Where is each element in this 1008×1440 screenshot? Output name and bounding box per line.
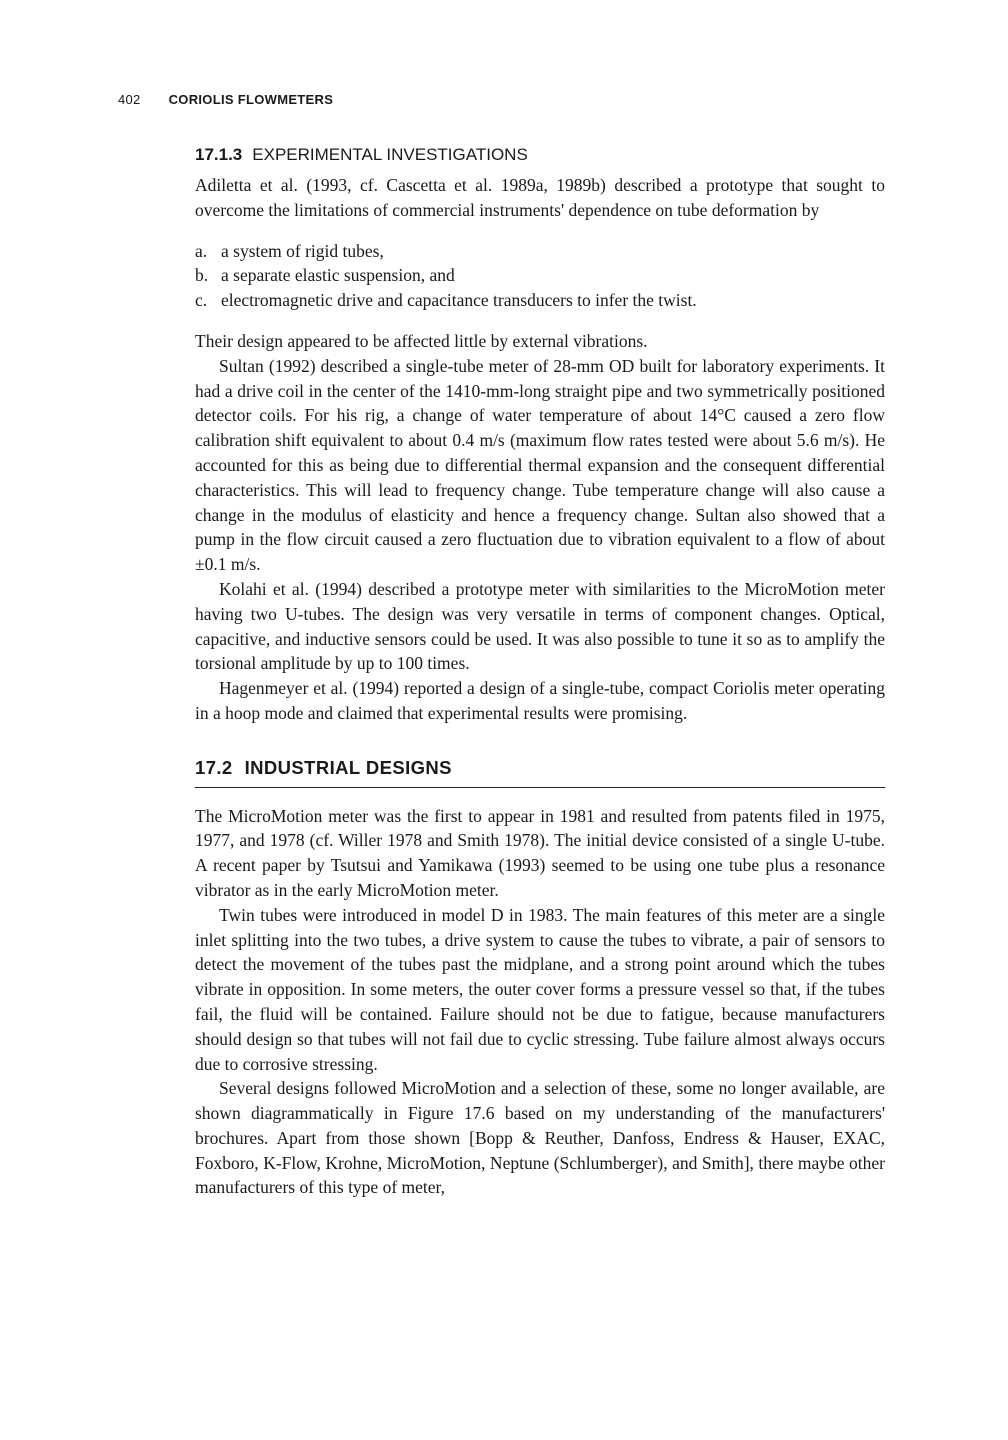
list-item xyxy=(195,288,885,313)
page-number: 402 xyxy=(118,92,141,107)
paragraph: Kolahi et al. (1994) described a prototype meter with similarities to the MicroMotion meter having two U-tubes. The design was very versatile in terms of component changes. Optical, capacitive, and inductive sensors could be used. It was also possible to tune it so as to amplify the torsional amplitude by up to 100 times. xyxy=(195,578,885,674)
list-marker: c. xyxy=(195,290,208,311)
running-head xyxy=(118,92,333,107)
paragraph: The MicroMotion meter was the first to appear in 1981 and resulted from patents filed in 1975, 1977, and 1978 (cf. Willer 1978 and Smith 1978). The initial device consisted of a single U-tube. A recent paper by Tsutsui and Yamikawa (1993) seemed to be using one tube plus a resonance vibrator as in the early MicroMotion meter. xyxy=(195,805,885,900)
paragraph: Sultan (1992) described a single-tube meter of 28-mm OD built for laboratory experiments. It had a drive coil in the center of the 1410-mm-long straight pipe and two symmetrically positioned detector coils. For his rig, a change of water temperature of about 14°C caused a zero flow calibration shift equivalent to about 0.4 m/s (maximum flow rates tested were about 5.6 m/s). He accounted for this as being due to differential thermal expansion and the consequent differential characteristics. This will lead to frequency change. Tube temperature change will also cause a change in the modulus of elasticity and hence a frequency change. Sultan also showed that a pump in the flow circuit caused a zero fluctuation due to vibration equivalent to a flow of about ±0.1 m/s. xyxy=(195,355,885,575)
list-item-text: a system of rigid tubes, xyxy=(221,240,384,261)
paragraph: Their design appeared to be affected little by external vibrations. xyxy=(195,330,648,351)
paragraph: Hagenmeyer et al. (1994) reported a design of a single-tube, compact Coriolis meter operating in a hoop mode and claimed that experimental results were promising. xyxy=(195,678,885,723)
list-marker: a. xyxy=(195,240,208,261)
intro-paragraph: Adiletta et al. (1993, cf. Cascetta et al. 1989a, 1989b) described a prototype that sought to overcome the limitations of commercial instruments' dependence on tube deformation by xyxy=(195,175,885,220)
chapter-title: CORIOLIS FLOWMETERS xyxy=(168,92,334,107)
list-item-text: a separate elastic suspension, and xyxy=(221,265,455,286)
list-item-text: electromagnetic drive and capacitance transducers to infer the twist. xyxy=(221,290,697,311)
list-item xyxy=(195,239,885,264)
section-heading xyxy=(195,756,885,788)
design-features-list xyxy=(195,239,885,313)
paragraph: Several designs followed MicroMotion and a selection of these, some no longer available, are shown diagrammatically in Figure 17.6 based on my understanding of the manufacturers' brochures. Apart from those shown [Bopp & Reuther, Danfoss, Endress & Hauser, EXAC, Foxboro, K-Flow, Krohne, MicroMotion, Neptune (Schlumberger), and Smith], there maybe other manufacturers of this type of meter, xyxy=(195,1078,885,1198)
subsection-number: 17.1.3 xyxy=(195,145,243,164)
list-marker: b. xyxy=(195,265,209,286)
list-item xyxy=(195,263,885,288)
section-number: 17.2 xyxy=(195,756,233,778)
section-title: INDUSTRIAL DESIGNS xyxy=(244,756,452,778)
paragraph: Twin tubes were introduced in model D in 1983. The main features of this meter are a single inlet splitting into the two tubes, a drive system to cause the tubes to vibrate, a pair of sensors to detect the movement of the tubes past the midplane, and a strong point around which the tubes vibrate in opposition. In some meters, the outer cover forms a pressure vessel so that, if the tubes fail, the fluid will be contained. Failure should not be due to fatigue, because manufacturers should design so that tubes will not fail due to cyclic stressing. Tube failure almost always occurs due to corrosive stressing. xyxy=(195,904,885,1074)
subsection-heading xyxy=(195,143,885,167)
subsection-title: EXPERIMENTAL INVESTIGATIONS xyxy=(252,145,528,164)
page-body xyxy=(195,143,885,1200)
